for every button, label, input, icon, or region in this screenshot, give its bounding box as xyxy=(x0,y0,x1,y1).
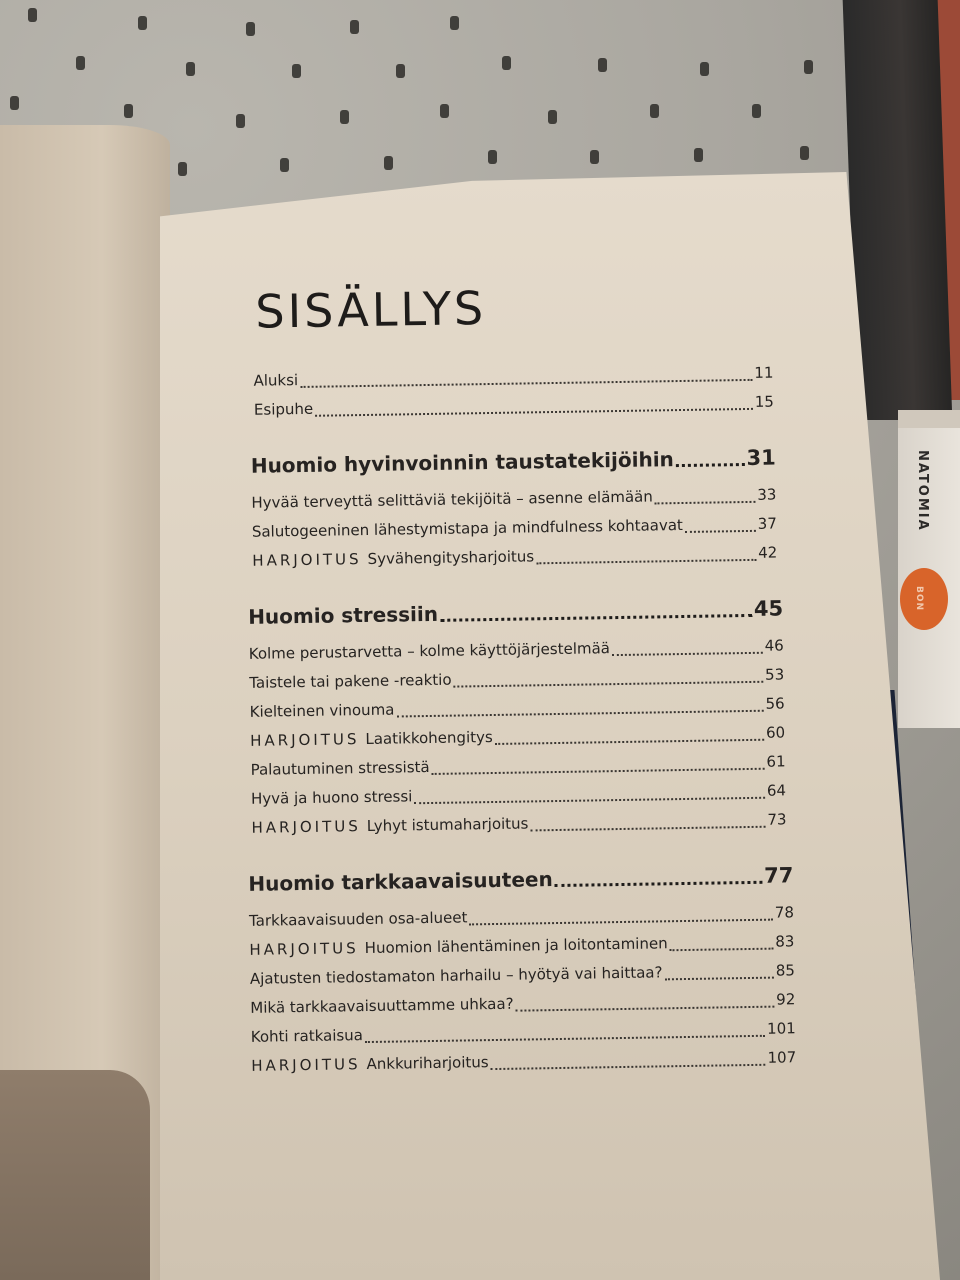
leader-dots xyxy=(516,1005,775,1012)
leader-dots xyxy=(665,976,774,981)
blanket-tuft xyxy=(488,150,497,164)
toc-entry-page: 73 xyxy=(767,810,787,829)
toc-section-heading xyxy=(251,441,776,483)
blanket-tuft xyxy=(178,162,187,176)
leader-dots xyxy=(440,613,752,622)
leader-dots xyxy=(536,558,756,564)
blanket-tuft xyxy=(246,22,255,36)
exercise-prefix: HARJOITUS xyxy=(251,817,361,837)
blanket-tuft xyxy=(10,96,19,110)
leader-dots xyxy=(315,407,753,417)
toc-entry-label: Kolme perustarvetta – kolme käyttöjärjestelmää xyxy=(248,639,611,663)
toc-entry-page: 53 xyxy=(764,665,785,684)
toc-entry-label: Huomion lähentäminen ja loitontaminen xyxy=(364,934,668,958)
background-book-orange-circle xyxy=(900,568,948,630)
toc-section-heading xyxy=(248,858,793,901)
toc-entry-page: 61 xyxy=(766,752,786,771)
toc-entry-page: 11 xyxy=(754,363,774,382)
blanket-tuft xyxy=(384,156,393,170)
section-title: Huomio hyvinvoinnin taustatekijöihin xyxy=(250,447,674,478)
toc-section xyxy=(248,591,787,842)
hand-shadow xyxy=(0,1070,150,1280)
leader-dots xyxy=(397,709,764,718)
toc-entry-page: 42 xyxy=(758,543,778,562)
toc-entry-page: 60 xyxy=(765,723,786,742)
toc-entry-label: Tarkkaavaisuuden osa-alueet xyxy=(248,908,468,930)
exercise-prefix: HARJOITUS xyxy=(249,939,359,959)
leader-dots xyxy=(685,529,756,533)
toc-entry-page: 101 xyxy=(766,1019,796,1038)
section-page: 77 xyxy=(763,863,794,888)
leader-dots xyxy=(491,1063,766,1070)
blanket-tuft xyxy=(350,20,359,34)
toc-section-heading xyxy=(248,591,783,633)
blanket-tuft xyxy=(138,16,147,30)
blanket-tuft xyxy=(280,158,289,172)
blanket-tuft xyxy=(28,8,37,22)
toc-entry-page: 56 xyxy=(765,694,785,713)
leader-dots xyxy=(432,767,765,775)
blanket-tuft xyxy=(124,104,133,118)
leader-dots xyxy=(612,651,763,656)
toc-entry-label: Ankkuriharjoitus xyxy=(366,1053,489,1074)
leader-dots xyxy=(670,947,774,952)
toc-entry-label: Mikä tarkkaavaisuuttamme uhkaa? xyxy=(250,994,514,1017)
leader-dots xyxy=(300,378,752,388)
exercise-prefix: HARJOITUS xyxy=(252,550,362,570)
blanket-tuft xyxy=(700,62,709,76)
blanket-tuft xyxy=(450,16,459,30)
section-page: 31 xyxy=(746,445,776,470)
blanket-tuft xyxy=(236,114,245,128)
toc-entry-page: 83 xyxy=(775,932,795,951)
toc-entry-page: 107 xyxy=(767,1048,797,1067)
blanket-tuft xyxy=(76,56,85,70)
blanket-tuft xyxy=(440,104,449,118)
blanket-tuft xyxy=(598,58,607,72)
leader-dots xyxy=(495,738,764,745)
toc-entry-label: Salutogeeninen lähestymistapa ja mindfulness kohtaavat xyxy=(251,515,683,541)
toc-entry-page: 37 xyxy=(757,514,777,533)
leader-dots xyxy=(365,1034,765,1043)
leader-dots xyxy=(531,825,766,832)
toc-entry-label: Lyhyt istumaharjoitus xyxy=(366,814,529,835)
toc-entry-page: 64 xyxy=(766,781,787,800)
leader-dots xyxy=(555,880,762,887)
toc-entry-label: Hyvä ja huono stressi xyxy=(250,787,413,808)
leader-dots xyxy=(676,462,745,467)
toc-entry-page: 78 xyxy=(774,903,795,922)
toc-section xyxy=(248,858,796,1081)
blanket-tuft xyxy=(396,64,405,78)
blanket-tuft xyxy=(752,104,761,118)
section-page: 45 xyxy=(753,596,784,621)
table-of-contents xyxy=(235,276,837,1081)
blanket-tuft xyxy=(590,150,599,164)
background-book-spine-text: NATOMIA xyxy=(915,450,930,532)
toc-entry-page: 46 xyxy=(764,636,784,655)
toc-entry-page: 33 xyxy=(757,485,777,504)
section-title: Huomio stressiin xyxy=(248,601,439,629)
toc-entry-label: Laatikkohengitys xyxy=(365,728,493,749)
blanket-tuft xyxy=(804,60,813,74)
toc-entry-label: Kielteinen vinouma xyxy=(249,700,395,721)
blanket-tuft xyxy=(694,148,703,162)
toc-entry-label: Esipuhe xyxy=(253,399,314,419)
toc-entry-label: Hyvää terveyttä selittäviä tekijöitä – asenne elämään xyxy=(251,487,653,512)
toc-section xyxy=(251,441,778,576)
toc-entry-label: Ajatusten tiedostamaton harhailu – hyötyä vai haittaa? xyxy=(249,963,663,988)
circle-text: BON xyxy=(914,586,924,612)
leader-dots xyxy=(655,500,756,505)
blanket-tuft xyxy=(800,146,809,160)
exercise-prefix: HARJOITUS xyxy=(251,1055,361,1075)
toc-entry-label: Kohti ratkaisua xyxy=(250,1026,364,1046)
blanket-tuft xyxy=(502,56,511,70)
toc-title: SISÄLLYS xyxy=(254,281,487,339)
blanket-tuft xyxy=(650,104,659,118)
toc-entry-page: 15 xyxy=(754,392,775,411)
blanket-tuft xyxy=(292,64,301,78)
toc-entry-page: 92 xyxy=(776,990,796,1009)
blanket-tuft xyxy=(186,62,195,76)
blanket-tuft xyxy=(548,110,557,124)
toc-entry-label: Aluksi xyxy=(253,371,299,390)
blanket-tuft xyxy=(340,110,349,124)
leader-dots xyxy=(469,918,772,926)
toc-entry-label: Syvähengitysharjoitus xyxy=(367,547,535,568)
leader-dots xyxy=(454,680,764,688)
exercise-prefix: HARJOITUS xyxy=(250,730,360,750)
leader-dots xyxy=(414,796,765,805)
section-title: Huomio tarkkaavaisuuteen xyxy=(248,867,553,896)
toc-intro-group xyxy=(253,359,774,425)
toc-entry-page: 85 xyxy=(775,961,795,980)
toc-entry-label: Taistele tai pakene -reaktio xyxy=(249,670,452,692)
toc-entry-label: Palautuminen stressistä xyxy=(250,758,430,779)
